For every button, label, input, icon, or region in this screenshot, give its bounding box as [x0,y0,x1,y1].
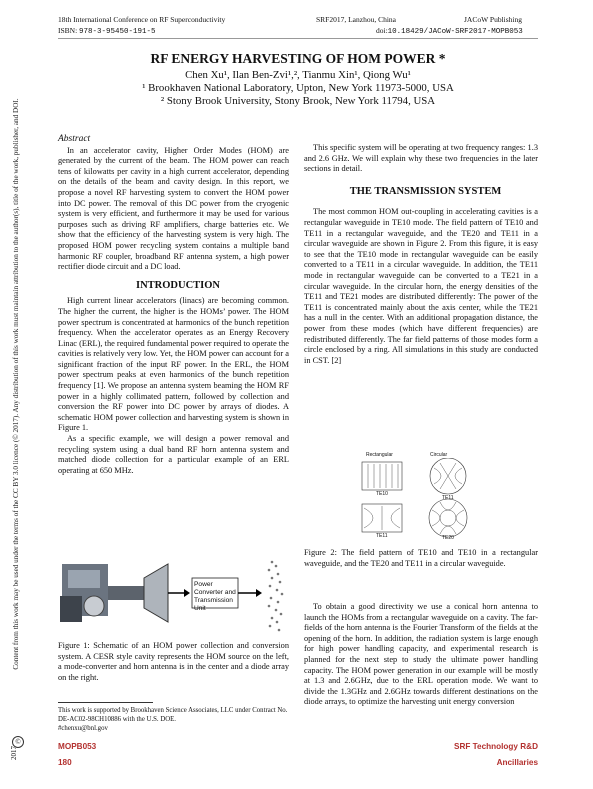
header-isbn [58,26,156,37]
figure-1 [58,556,289,634]
figure-2-graphic [360,458,480,542]
authors: Chen Xu¹, Ilan Ben-Zvi¹,², Tianmu Xin¹, Qiong Wu¹ [185,69,411,81]
figure-2 [360,452,480,542]
footnote-funding: This work is supported by Brookhaven Science Associates, LLC under Contract No. DE-AC02-98CH10886 with the U.S. DOE. [58,707,288,723]
abstract-text: In an accelerator cavity, Higher Order Modes (HOM) are generated by the current of the beam. The HOM power can reach tens of kilowatts per cavity in a high current accelerator, depending on the details of the beam and cavity design. In this report, we propose a novel RF harvesting system to convert the HOM power into DC power. The removal of this DC power from the cryogenic system is very efficient, and furthermore it may be used for various purposes such as driving RF amplifiers, charge batteries etc. We show that the efficiency of the harvesting system is very high. The proposed HOM power recycling system contains a multiple band harmonic RF coupler, broadband RF antenna system, a high power rectifier diode circuit and a DC load. [58,145,289,272]
footer-subcategory: Ancillaries [496,758,538,767]
header-conference: 18th International Conference on RF Superconductivity [58,15,226,24]
fig2-label-circular: Circular [430,452,448,458]
affiliation-1: ¹ Brookhaven National Laboratory, Upton, New York 11973-5000, USA [142,82,454,94]
fig2-label-te10: TE10 [376,491,388,497]
right-paragraph-0: This specific system will be operating at two frequency ranges: 1.3 and 2.6 GHz. We will explain why these two frequencies in the later sections in detail. [304,143,538,174]
footer-paper-id: MOPB053 [58,742,97,751]
left-column [58,134,289,476]
intro-heading: INTRODUCTION [135,279,220,291]
affiliation-2: ² Stony Brook University, Stony Brook, New York 11794, USA [160,95,436,107]
transmission-paragraph-1: The most common HOM out-coupling in accelerating cavities is a rectangular waveguide in TE10 mode. The field pattern of TE10 and TE11 in a rectangular waveguide, and the TE20 and TE11 in a circular waveguide are shown in Figure 2. From this figure, it is easy to see that the TE10 mode in rectangular waveguide can be easily converted to a TE11 in a circular waveguide. In addition, the TE11 mode in rectangular waveguide can be converted to a TE21 in a circular waveguide. In the circular horn, the energy densities of the TE11 and TE21 modes are distributed differently: The power of the TE11 is concentrated mainly about the axis center, while the TE21 has a null in the center. With an additional propagation distance, the power from these modes (which have different frequencies) are redistributed differently. The far field patterns of those modes form a circle enclosed by a ring. All simulations in this study are conducted in CST. [2] [304,207,538,365]
figure-1-graphic [58,556,289,634]
figure-2-caption: Figure 2: The field pattern of TE10 and TE10 in a rectangular waveguide, and the TE20 and TE11 in a circular waveguide. [304,548,538,568]
fig2-label-te11-circ: TE11 [442,495,454,501]
footnote-email: #chenxu@bnl.gov [58,725,108,732]
footer-category: SRF Technology R&D [454,742,538,751]
header-doi [376,26,523,37]
figure-1-box-label: Power Converter and Transmission Unit [194,581,236,612]
abstract-label: Abstract [58,134,91,144]
fig2-label-rectangular: Rectangular [366,452,393,458]
figure-1-caption: Figure 1: Schematic of an HOM power collection and conversion system. A CESR style cavity represents the HOM source on the left, a mode-converter and horn antenna is in the center and a diode array on the right. [58,641,289,682]
copyright-icon: © [12,736,24,748]
doi-value: 10.18429/JACoW-SRF2017-MOPB053 [387,28,523,36]
intro-paragraph-2: As a specific example, we will design a power removal and recycling system using a dual band RF horn antenna system and matched diode collection for a particular example of an ERL operating at 650 MHz. [58,434,289,475]
header-publisher: JACoW Publishing [464,15,522,24]
footnote-rule [58,702,153,703]
transmission-paragraph-2: To obtain a good directivity we use a conical horn antenna to launch the HOMs from a rectangular waveguide on a cavity. The far-fields of the horn antenna is the Fourier Transform of the fields at the opening of the horn. In addition, the radiation system is large enough for high power handling capacity, and experimental research is planned for the next step to study the ultimate power handling capacity. The HOM power generation in our example will be mostly at 1.3 and 2.6GHz, due to the ERL operation mode. We want to divide the 1.3GHz and 2.6GHz towards different destinations on the diode arrays, to optimize the harvesting unit energy conversion [304,602,538,707]
isbn-value: 978-3-95450-191-5 [79,28,156,36]
copyright-year: 2017 [10,746,18,760]
right-column-top [304,143,538,366]
transmission-heading: THE TRANSMISSION SYSTEM [349,185,502,197]
intro-paragraph-1: High current linear accelerators (linacs) are becoming common. The higher the current, the higher is the HOMs’ power. The HOM power spectrum is concentrated at harmonics of the bunch repetition frequency. When the accelerator operates as an Energy Recovery Linac (ERL), the required fundamental power required to operate the cavities is relatively very low. Yet, the HOM power can account for a significant fraction of the input RF power. In the ERL, the HOM power spectrum peaks at even harmonics of the bunch repetition frequency [1]. We propose an antenna system beaming the HOM RF power in a highly collimated pattern, followed by collection and conversion the RF power into DC power by arrays of diodes. A schematic HOM power collection and harvesting system is shown in Figure 1. [58,296,289,433]
footer-page-number: 180 [58,758,72,767]
fig2-label-te20: TE20 [442,535,454,541]
side-licence-text: Content from this work may be used under the terms of the CC BY 3.0 licence (© 2017). Any distribution of this work must maintain attribution to the author(s), title of the work, publisher, and DOI. [12,98,20,670]
isbn-label: ISBN: [58,26,78,35]
header-rule [58,38,538,39]
paper-title: RF ENERGY HARVESTING OF HOM POWER * [150,51,446,66]
fig2-label-te11: TE11 [376,533,388,539]
doi-label: doi: [376,26,388,35]
header-venue: SRF2017, Lanzhou, China [316,15,396,24]
right-column-bottom [304,602,538,708]
